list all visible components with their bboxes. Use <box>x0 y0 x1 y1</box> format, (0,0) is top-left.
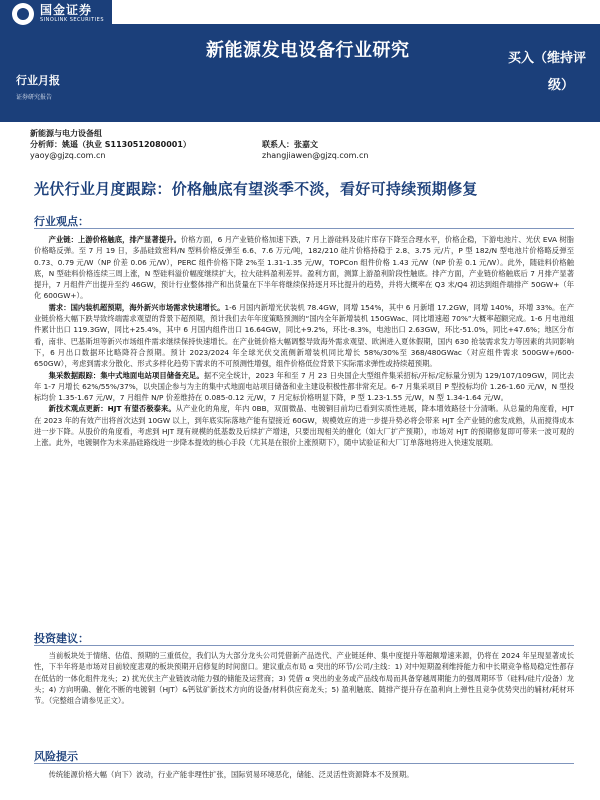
logo-name-cn: 国金证券 <box>40 3 93 17</box>
section-divider <box>34 228 574 229</box>
paragraph-keyword: 需求：国内装机超预期，海外新兴市场需求快速增长。 <box>48 302 225 312</box>
paragraph-risk: 传统能源价格大幅（向下）波动，行业产能非理性扩张，国际贸易环境恶化，储能、泛灵活性资源降本不及预期。 <box>48 770 414 779</box>
analyst-email[interactable]: yaoy@gjzq.com.cn <box>30 151 106 160</box>
report-type: 行业月报 <box>16 74 60 87</box>
section-divider <box>34 763 574 764</box>
paragraph-procurement <box>34 370 574 404</box>
paragraph-industry-chain <box>34 234 574 302</box>
paragraph-text: 从产业化的角度，年内 0BB，双面微晶、电镀铜目前均已看到实质性进展，降本增效路径十分清晰。从总量的角度看，HJT 在 2023 年的有效产出将首次达到 10GW 以上，到年底实际落地产能有望接近 60GW，规模效应的进一步提升势必将会带来 HJT 全产业链的愈发成熟，从而搅得成本进一步下降。从股价的角度看，考虑到 HJT 现有规模的低基数及后续扩产增速，只要出现相关的催化（如大厂扩产预期），市场对 HJT 的预期修复即可带来一波可观的上涨。此外，电镀铜作为未来晶硅路线进一步降本提效的核心手段（尤其是在银价上涨预期下），随中试验证和大厂订单落地将进入快速发展期。 <box>34 404 574 448</box>
research-group: 新能源与电力设备组 <box>30 129 102 138</box>
report-header <box>0 0 600 122</box>
paragraph-text: 价格方面，6 月产业链价格加速下跌，7 月上游硅料及硅片库存下降至合理水平，价格企稳，下游电池片、光伏 EVA 树脂价格略反弹。至 7 月 19 日，多晶硅致密料/N 型料价格反弹至 6.6、7.6 万元/吨，182/210 硅片价格持稳于 2.8、3.75 元/片，P 型 182/N 型电池片价格略反弹至 0.73、0.79 元/W（NP 价差 0.06 元/W），PERC 组件价格下降 2%至 1.31-1.35 元/W，TOPCon 组件价格 1.43 元/W（NP 价差 0.1 元/W）。此外，随硅料价格触底，N 型硅料价格连续三周上涨，N 型硅料溢价幅度继续扩大，拉大硅料盈利差异。盈利方面，测算上游盈利阶段性触底。排产方面，产业链价格触底后 7 月排产显著提升，7 月组件产出提升至约 46GW，预计行业整体排产和出货量在下半年将继续保持逐月环比提升的趋势，并将大概率在 Q3 末/Q4 初达到组件端排产 50GW+（年化 600GW+）。 <box>34 235 574 301</box>
paragraph-invest: 当前板块处于情绪、估值、预期的三重低位，我们认为大部分龙头公司凭借新产品迭代、产业链延伸、集中度提升等超额增速来源，仍将在 2024 年呈现显著成长性，下半年将是市场对目前较度悲观的板块预期开启修复的时间窗口。建议重点布局 α 突出的环节/公司/主线：1) 对中短期盈利维持能力和中长期竞争格局稳定性都存在低估的一体化组件龙头；2) 扰光伏主产业链波动能力强的储能及运营商；3) 凭借 α 突出的业务或产品线布局而具备穿越周期能力的强周期环节（硅料/硅片/设备）龙头；4) 方向明确、催化不断的电镀铜（HJT）&钙钛矿新技术方向的设备/材料供应商龙头；5) 盈利触底、随排产提升存在盈利向上弹性且竞争优势突出的辅材/耗材环节。（完整组合请参见正文）。 <box>34 651 574 706</box>
main-title: 光伏行业月度跟踪：价格触底有望淡季不淡，看好可持续预期修复 <box>34 180 478 198</box>
paragraph-demand <box>34 302 574 370</box>
logo-name-en: SINOLINK SECURITIES <box>40 17 104 23</box>
contact-email[interactable]: zhangjiawen@gjzq.com.cn <box>262 151 369 160</box>
paragraph-keyword: 集采数据跟踪：集中式地面电站项目储备充足。 <box>48 370 204 380</box>
report-date: 2023 年 07 月 24 日 <box>463 11 556 21</box>
paragraph-text: 据不完全统计，2023 年和至 7 月 23 日央国企大型组件集采招标/开标/定标量分别为 129/107/109GW，同比去年 1-7 月增长 62%/55%/37%，以央国企参与为主的集中式地面电站项目储备和业主建设积极性都非常充足。6-7 月集采项目 P 型投标均价 1.26-1.60 元/W，N 型投标均价 1.35-1.67 元/W，7 月组件 N/P 价差维持在 0.085-0.12 元/W，7 月定标价格明显下降，P 型 1.23-1.55 元/W，N 型 1.34-1.64 元/W。 <box>34 370 575 403</box>
section-divider <box>34 645 574 646</box>
contact-label: 联系人：张嘉文 <box>262 140 318 149</box>
rating-line-2: 级） <box>548 78 575 93</box>
section-risk-heading: 风险提示 <box>34 750 78 763</box>
report-title: 新能源发电设备行业研究 <box>206 40 410 61</box>
views-body <box>34 234 574 449</box>
logo-circle-icon <box>12 3 34 25</box>
author-info <box>30 128 590 161</box>
header-left-panel <box>0 0 112 122</box>
invest-body <box>34 650 574 706</box>
rating-line-1: 买入（维持评 <box>508 51 587 66</box>
paragraph-keyword: 新技术观点更新：HJT 有望否极泰来。 <box>48 404 176 414</box>
company-logo <box>12 3 104 25</box>
section-invest-heading: 投资建议： <box>34 632 89 645</box>
paragraph-keyword: 产业链：上游价格触底，排产显著提升。 <box>48 235 181 244</box>
paragraph-new-tech <box>34 403 574 448</box>
risk-body <box>34 769 574 780</box>
paragraph-text: 1-6 月国内新增光伏装机 78.4GW，同增 154%，其中 6 月新增 17.2GW，同增 140%，环增 33%。在产业链价格大幅下跌导致终端需求观望的背景下超预期，预计我们去年年度策略预测的“国内全年新增装机 150GWac、同比增速超 70%”大概率超额完成。1-6 月电池组件累计出口 119.3GW，同比+25.4%，其中 6 月国内组件出口 16.64GW，同比+9.2%，环比-8.3%，电池出口 2.63GW，环比-51.0%，同比+47.6%；地区分布看，南非、巴基斯坦等新兴市场组件需求继续保持快速增长。在产业链价格大幅调整导致海外需求观望、欧洲进入夏休假期，国内 630 抢装需求发力等因素的共同影响下，6 月出口数据环比略降符合预期。预计 2023/2024 年全球光伏交流侧新增装机同比增长 58%/30%至 368/480GWac（对应组件需求 500GW+/600-650GW），考虑到需求分散化、形式多样化趋势下需求的不可预测性增强，组件价格低位背景下实际需求弹性或持续超预期。 <box>34 302 574 369</box>
section-views-heading: 行业观点： <box>34 215 89 228</box>
report-category: 证券研究报告 <box>16 94 53 101</box>
analyst-label: 分析师：姚遥（执业 S1130512080001） <box>30 140 191 149</box>
